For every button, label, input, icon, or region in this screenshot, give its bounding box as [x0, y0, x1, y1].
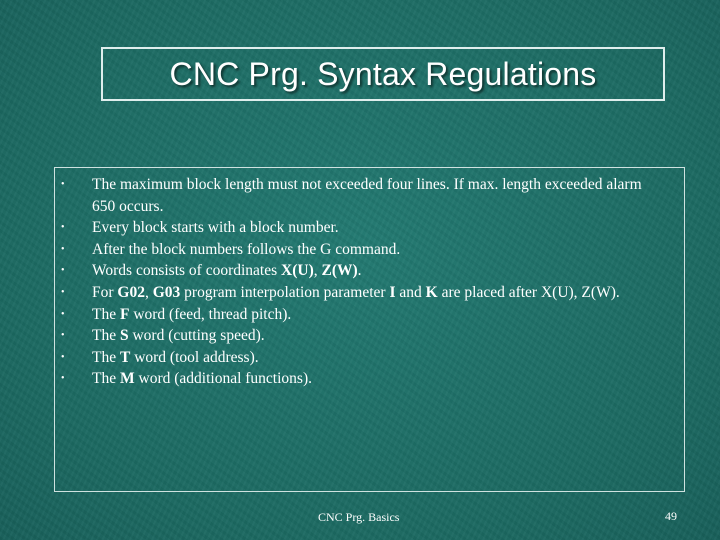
content-box — [54, 167, 685, 492]
bullet-marker: • — [61, 308, 65, 320]
bullet-code: T — [119, 348, 131, 366]
bullet-marker: • — [61, 330, 65, 342]
bullet-text: word (additional functions). — [134, 370, 312, 388]
bullet-item — [55, 368, 684, 390]
footer-text: CNC Prg. Basics — [318, 510, 400, 524]
bullet-code: M — [119, 370, 135, 388]
bullet-text: , — [144, 283, 153, 301]
bullet-text: program interpolation parameter — [180, 283, 390, 301]
bullet-text: After the block numbers follows the G command. — [92, 240, 401, 258]
bullet-marker: • — [61, 265, 65, 277]
page-number: 49 — [665, 509, 677, 523]
bullet-text: The — [92, 348, 120, 366]
bullet-text: are placed after X(U), Z(W). — [437, 283, 620, 301]
bullet-text: word (tool address). — [130, 348, 259, 366]
title-box — [101, 47, 665, 101]
bullet-text: The — [92, 327, 120, 345]
bullet-marker: • — [61, 373, 65, 385]
bullet-item — [55, 260, 684, 282]
bullet-text: and — [395, 283, 426, 301]
bullet-marker: • — [61, 243, 65, 255]
bullet-text: . — [357, 262, 362, 280]
bullet-marker: • — [61, 286, 65, 298]
bullet-code: I — [389, 283, 396, 301]
bullet-text: The — [92, 305, 120, 323]
bullet-marker: • — [61, 222, 65, 234]
slide-title: CNC Prg. Syntax Regulations — [169, 55, 597, 92]
bullet-marker: • — [61, 351, 65, 363]
bullet-code: G02 — [117, 283, 145, 301]
bullet-code: Z(W) — [321, 262, 358, 280]
bullet-text: Words consists of coordinates — [92, 262, 282, 280]
bullet-text: The maximum block length must not exceeded four lines. If max. length exceeded alarm 650 occurs. — [92, 176, 642, 215]
bullet-code: X(U) — [281, 262, 314, 280]
bullet-text: Every block starts with a block number. — [92, 219, 339, 237]
bullet-code: K — [425, 283, 438, 301]
bullet-list — [55, 174, 684, 390]
bullet-item — [55, 304, 684, 326]
bullet-text: word (cutting speed). — [128, 327, 265, 345]
bullet-code: G03 — [152, 283, 181, 301]
bullet-text: , — [313, 262, 322, 280]
bullet-item — [55, 239, 684, 261]
bullet-item — [55, 347, 684, 369]
bullet-text: For — [92, 283, 118, 301]
bullet-code: S — [119, 327, 129, 345]
bullet-code: F — [119, 305, 130, 323]
bullet-item — [55, 282, 684, 304]
bullet-marker: • — [61, 179, 65, 190]
bullet-item — [55, 217, 684, 239]
bullet-text: The — [92, 370, 120, 388]
bullet-item — [55, 174, 684, 217]
bullet-item — [55, 325, 684, 347]
bullet-text: word (feed, thread pitch). — [129, 305, 292, 323]
